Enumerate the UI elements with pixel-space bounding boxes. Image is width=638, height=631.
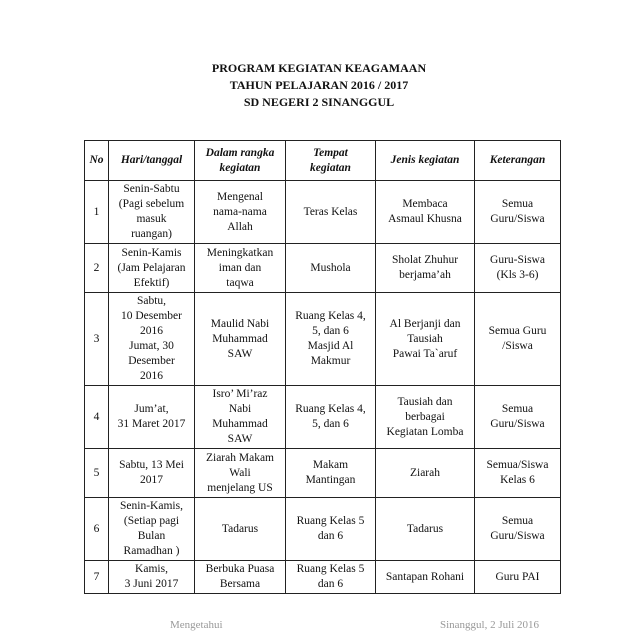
cell-place: Ruang Kelas 4, 5, dan 6 Masjid Al Makmur xyxy=(286,293,376,386)
cell-kind: Tausiah dan berbagai Kegiatan Lomba xyxy=(376,386,475,449)
table-row xyxy=(85,561,561,594)
cell-day: Kamis, 3 Juni 2017 xyxy=(109,561,195,594)
cell-no: 4 xyxy=(85,386,109,449)
cell-place: Ruang Kelas 5 dan 6 xyxy=(286,561,376,594)
column-header-day: Hari/tanggal xyxy=(109,141,195,181)
cell-place: Ruang Kelas 5 dan 6 xyxy=(286,498,376,561)
table-row xyxy=(85,244,561,293)
cell-place: Ruang Kelas 4, 5, dan 6 xyxy=(286,386,376,449)
cell-note: Semua/Siswa Kelas 6 xyxy=(475,449,561,498)
column-header-place: Tempat kegiatan xyxy=(286,141,376,181)
cell-kind: Tadarus xyxy=(376,498,475,561)
cell-day: Sabtu, 13 Mei 2017 xyxy=(109,449,195,498)
column-header-kind: Jenis kegiatan xyxy=(376,141,475,181)
column-header-no: No xyxy=(85,141,109,181)
table-header-row xyxy=(85,141,561,181)
page-footer xyxy=(0,619,638,630)
document-title xyxy=(0,60,638,111)
cell-purpose: Tadarus xyxy=(195,498,286,561)
cell-note: Semua Guru/Siswa xyxy=(475,498,561,561)
cell-purpose: Maulid Nabi Muhammad SAW xyxy=(195,293,286,386)
cell-day: Senin-Sabtu (Pagi sebelum masuk ruangan) xyxy=(109,181,195,244)
cell-kind: Sholat Zhuhur berjama’ah xyxy=(376,244,475,293)
cell-no: 6 xyxy=(85,498,109,561)
table-row xyxy=(85,293,561,386)
cell-day: Sabtu, 10 Desember 2016 Jumat, 30 Desember 2016 xyxy=(109,293,195,386)
cell-purpose: Isro’ Mi’raz Nabi Muhammad SAW xyxy=(195,386,286,449)
footer-approval-label: Mengetahui xyxy=(170,619,223,631)
cell-purpose: Berbuka Puasa Bersama xyxy=(195,561,286,594)
table-row xyxy=(85,449,561,498)
cell-kind: Membaca Asmaul Khusna xyxy=(376,181,475,244)
cell-no: 5 xyxy=(85,449,109,498)
column-header-purpose: Dalam rangka kegiatan xyxy=(195,141,286,181)
cell-note: Semua Guru/Siswa xyxy=(475,386,561,449)
cell-note: Guru PAI xyxy=(475,561,561,594)
table-row xyxy=(85,386,561,449)
cell-no: 2 xyxy=(85,244,109,293)
table-row xyxy=(85,181,561,244)
cell-kind: Ziarah xyxy=(376,449,475,498)
cell-note: Semua Guru /Siswa xyxy=(475,293,561,386)
title-line-school: SD NEGERI 2 SINANGGUL xyxy=(243,95,395,109)
footer-place-date: Sinanggul, 2 Juli 2016 xyxy=(440,619,540,631)
table-row xyxy=(85,498,561,561)
cell-purpose: Mengenal nama-nama Allah xyxy=(195,181,286,244)
title-line-year: TAHUN PELAJARAN 2016 / 2017 xyxy=(229,78,409,92)
cell-kind: Al Berjanji dan Tausiah Pawai Ta`aruf xyxy=(376,293,475,386)
cell-place: Teras Kelas xyxy=(286,181,376,244)
cell-note: Guru-Siswa (Kls 3-6) xyxy=(475,244,561,293)
cell-note: Semua Guru/Siswa xyxy=(475,181,561,244)
cell-place: Mushola xyxy=(286,244,376,293)
title-line-program: PROGRAM KEGIATAN KEAGAMAAN xyxy=(211,61,427,75)
cell-place: Makam Mantingan xyxy=(286,449,376,498)
program-table xyxy=(84,140,561,594)
cell-no: 3 xyxy=(85,293,109,386)
cell-day: Senin-Kamis (Jam Pelajaran Efektif) xyxy=(109,244,195,293)
cell-no: 7 xyxy=(85,561,109,594)
column-header-note: Keterangan xyxy=(475,141,561,181)
cell-day: Jum’at, 31 Maret 2017 xyxy=(109,386,195,449)
cell-purpose: Ziarah Makam Wali menjelang US xyxy=(195,449,286,498)
cell-no: 1 xyxy=(85,181,109,244)
cell-kind: Santapan Rohani xyxy=(376,561,475,594)
cell-purpose: Meningkatkan iman dan taqwa xyxy=(195,244,286,293)
cell-day: Senin-Kamis, (Setiap pagi Bulan Ramadhan ) xyxy=(109,498,195,561)
